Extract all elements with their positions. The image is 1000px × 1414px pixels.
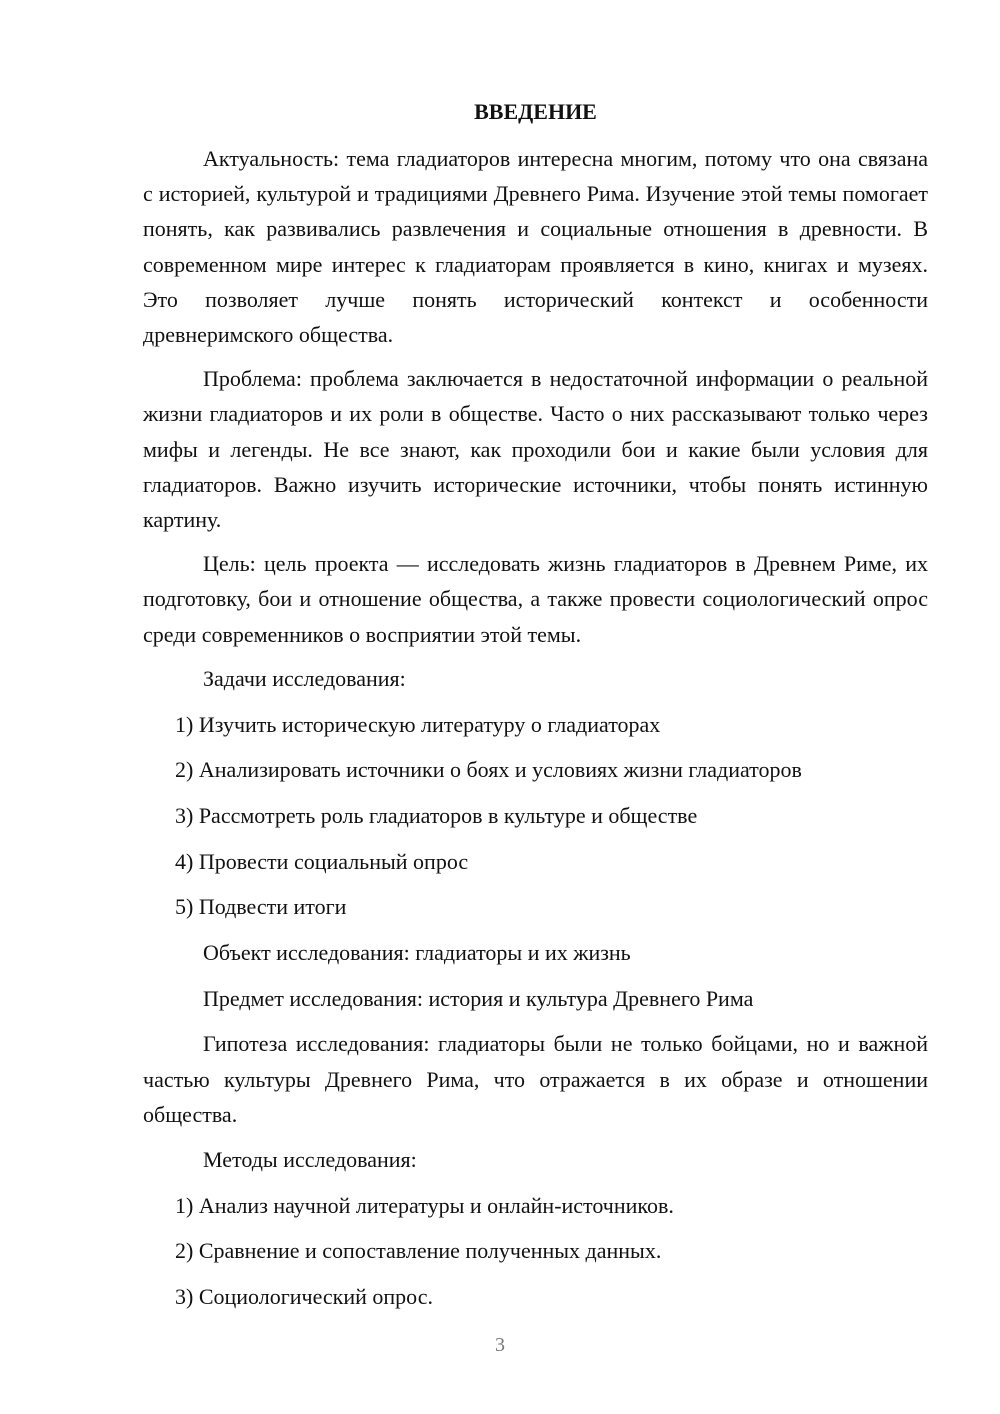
- task-item: 4) Провести социальный опрос: [175, 848, 469, 874]
- method-item: 2) Сравнение и сопоставление полученных данных.: [175, 1238, 662, 1264]
- relevance-paragraph: Актуальность: тема гладиаторов интересна многим, потому что она связана с историей, культурой и традициями Древнего Рима. Изучение этой темы помогает понять, как развивались развлечения и социальные отношения в древности. В современном мире интерес к гладиаторам проявляется в кино, книгах и музеях. Это позволяет лучше понять исторический контекст и особенности древнеримского общества.: [143, 146, 928, 348]
- method-item: 3) Социологический опрос.: [175, 1284, 433, 1310]
- tasks-list: [143, 707, 928, 925]
- goal-paragraph: Цель: цель проекта — исследовать жизнь гладиаторов в Древнем Риме, их подготовку, бои и отношение общества, а также провести социологический опрос среди современников о восприятии этой темы.: [143, 551, 928, 647]
- page-number: 3: [495, 1334, 505, 1356]
- methods-heading: Методы исследования:: [203, 1147, 417, 1173]
- page-content: [143, 94, 928, 1325]
- hypothesis-paragraph: Гипотеза исследования: гладиаторы были не только бойцами, но и важной частью культуры Древнего Рима, что отражается в их образе и отношении общества.: [143, 1031, 928, 1127]
- task-item: 3) Рассмотреть роль гладиаторов в культуре и обществе: [175, 802, 698, 828]
- task-item: 2) Анализировать источники о боях и условиях жизни гладиаторов: [175, 757, 802, 783]
- object-line: Объект исследования: гладиаторы и их жизнь: [203, 940, 631, 966]
- task-item: 1) Изучить историческую литературу о гладиаторах: [175, 711, 661, 737]
- section-title: ВВЕДЕНИЕ: [474, 99, 597, 124]
- tasks-heading: Задачи исследования:: [203, 665, 406, 691]
- subject-line: Предмет исследования: история и культура Древнего Рима: [203, 985, 754, 1011]
- problem-paragraph: Проблема: проблема заключается в недостаточной информации о реальной жизни гладиаторов и их роли в обществе. Часто о них рассказывают только через мифы и легенды. Не все знают, как проходили бои и какие были условия для гладиаторов. Важно изучить исторические источники, чтобы понять истинную картину.: [143, 366, 928, 533]
- task-item: 5) Подвести итоги: [175, 894, 347, 920]
- method-item: 1) Анализ научной литературы и онлайн-источников.: [175, 1192, 674, 1218]
- methods-list: [143, 1188, 928, 1315]
